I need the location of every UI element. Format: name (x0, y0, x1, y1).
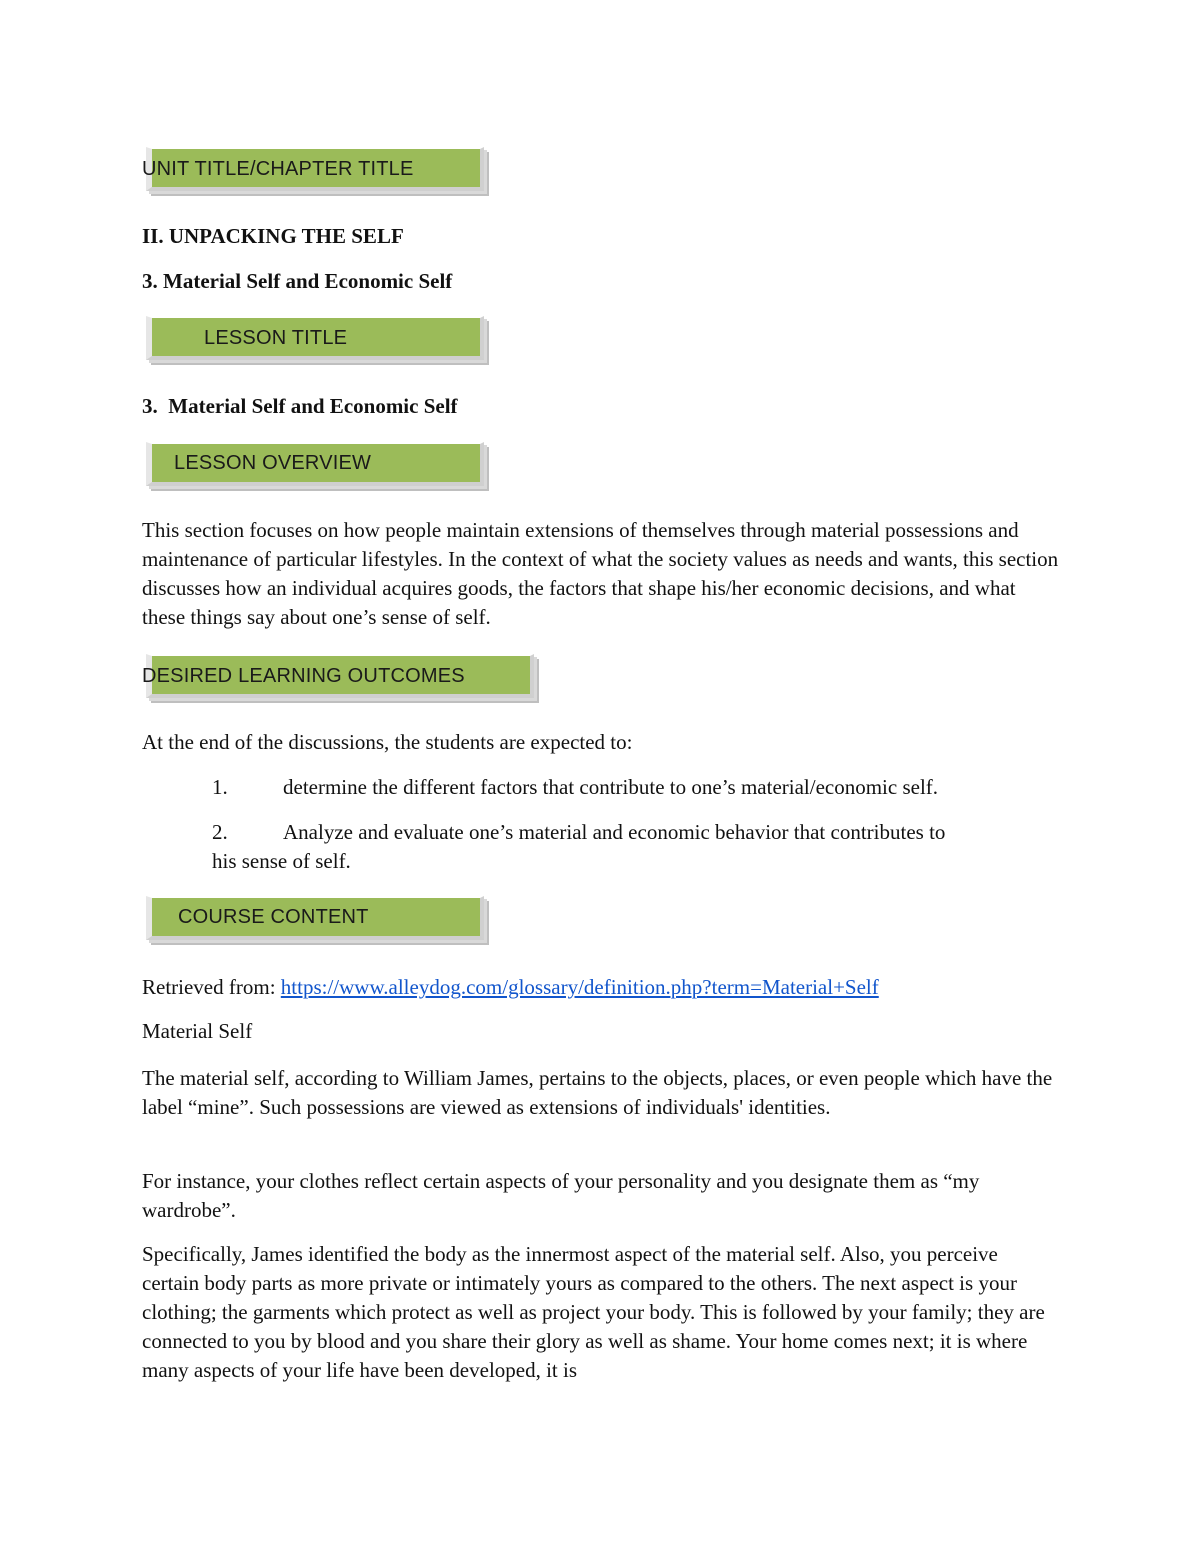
outcomes-intro: At the end of the discussions, the students are expected to: (142, 730, 633, 754)
lesson-overview-banner-label: LESSON OVERVIEW (174, 452, 372, 474)
content-paragraph-2: For instance, your clothes reflect certain aspects of your personality and you designate them as “my wardrobe”. (142, 1169, 980, 1222)
outcome-2-continuation: his sense of self. (212, 849, 351, 873)
overview-paragraph: This section focuses on how people maintain extensions of themselves through material possessions and maintenance of particular lifestyles. In the context of what the society values as needs and wants, this section discusses how an individual acquires goods, the factors that shape his/her economic decisions, and what these things say about one’s sense of self. (142, 518, 1059, 629)
unit-heading: II. UNPACKING THE SELF (142, 224, 404, 248)
lesson-title: 3. Material Self and Economic Self (142, 394, 458, 418)
outcome-1-number: 1. (212, 775, 228, 799)
source-link[interactable]: https://www.alleydog.com/glossary/definition.php?term=Material+Self (280, 975, 879, 999)
outcome-2-number: 2. (212, 820, 228, 844)
course-content-banner-label: COURSE CONTENT (178, 906, 369, 928)
content-paragraph-3: Specifically, James identified the body as the innermost aspect of the material self. Also, you perceive certain body parts as more private or intimately yours as compared to the others. The next aspect is your clothing; the garments which protect as well as project your body. This is followed by your family; they are connected to you by blood and you share their glory as well as shame. Your home comes next; it is where many aspects of your life have been developed, it is (142, 1242, 1045, 1382)
unit-title-banner-label: UNIT TITLE/CHAPTER TITLE (142, 158, 414, 180)
outcome-2-text: Analyze and evaluate one’s material and economic behavior that contributes to (283, 820, 946, 844)
desired-outcomes-banner-label: DESIRED LEARNING OUTCOMES (142, 665, 465, 687)
outcome-1-text: determine the different factors that contribute to one’s material/economic self. (283, 775, 939, 799)
lesson-title-banner-label: LESSON TITLE (204, 327, 348, 349)
content-paragraph-1: The material self, according to William James, pertains to the objects, places, or even people which have the label “mine”. Such possessions are viewed as extensions of individuals' identities. (142, 1066, 1053, 1119)
retrieved-from-label: Retrieved from: (142, 975, 281, 999)
retrieved-from-line (142, 975, 879, 1000)
unit-subheading: 3. Material Self and Economic Self (142, 269, 453, 293)
section-title: Material Self (142, 1019, 253, 1043)
